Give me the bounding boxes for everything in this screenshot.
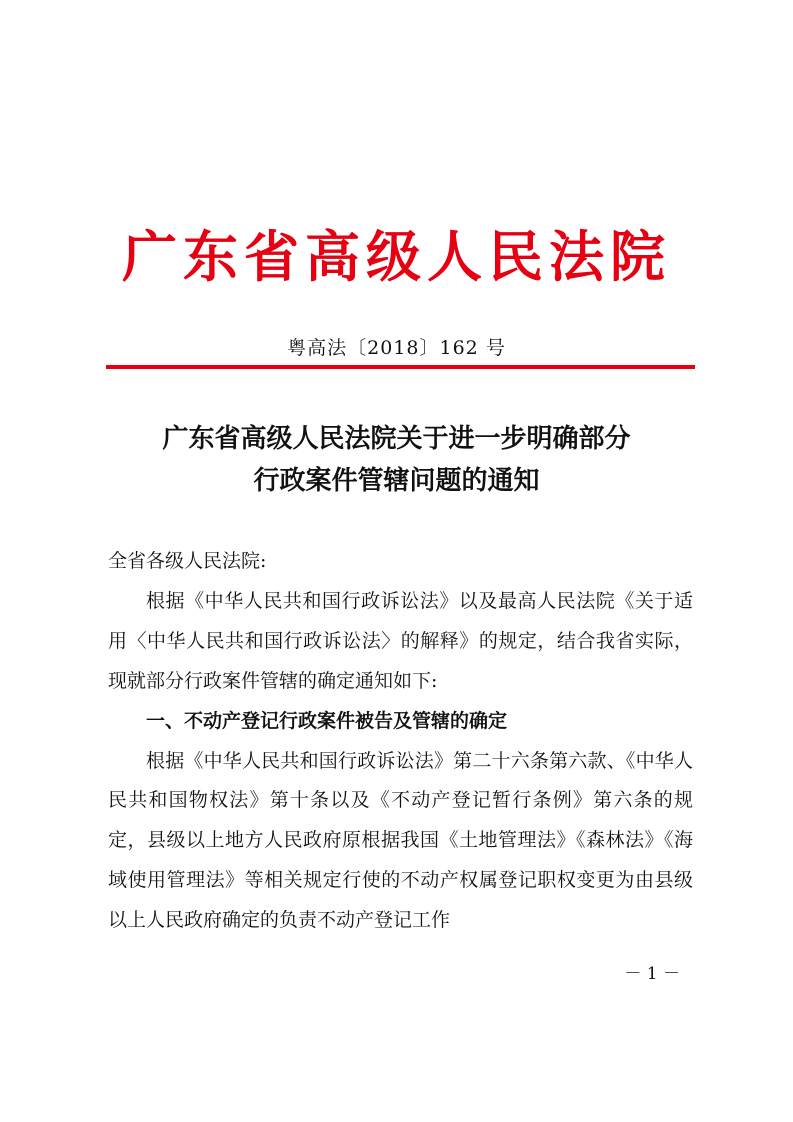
- red-divider-rule: [106, 365, 695, 369]
- intro-paragraph: 根据《中华人民共和国行政诉讼法》以及最高人民法院《关于适用〈中华人民共和国行政诉讼法〉的解释》的规定，结合我省实际，现就部分行政案件管辖的确定通知如下:: [108, 589, 693, 692]
- salutation: 全省各级人民法院:: [108, 550, 267, 572]
- issuer-title: 广东省高级人民法院: [121, 224, 671, 289]
- section-1-heading: 一、不动产登记行政案件被告及管辖的确定: [146, 709, 508, 732]
- page-number: － 1 －: [624, 964, 680, 984]
- notice-title-line-2: 行政案件管辖问题的通知: [253, 466, 540, 496]
- document-number: 粤高法〔2018〕162 号: [287, 337, 506, 359]
- document-body: [108, 542, 693, 941]
- section-1-paragraph: 根据《中华人民共和国行政诉讼法》第二十六条第六款、《中华人民共和国物权法》第十条以及《不动产登记暂行条例》第六条的规定，县级以上地方人民政府原根据我国《土地管理法》《森林法》《海域使用管理法》等相关规定行使的不动产权属登记职权变更为由县级以上人民政府确定的负责不动产登记工作: [108, 749, 693, 932]
- notice-title-line-1: 广东省高级人民法院关于进一步明确部分: [162, 424, 631, 454]
- notice-title: [0, 418, 793, 502]
